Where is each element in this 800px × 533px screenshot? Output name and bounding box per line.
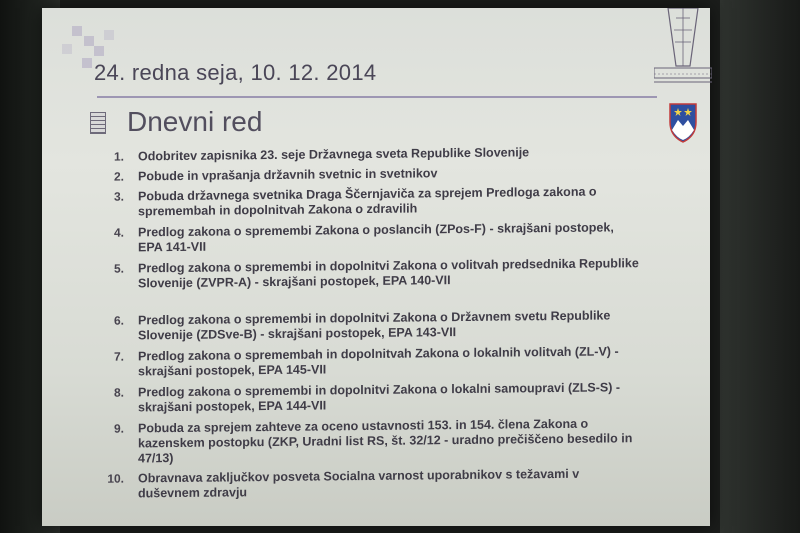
agenda-item [80,466,640,502]
agenda-item-number: 5. [113,261,124,276]
decor-square [94,46,104,56]
agenda-item [80,256,640,292]
agenda-list [80,142,640,501]
header-divider [97,96,657,98]
agenda-item [80,164,640,185]
agenda-item [80,220,640,256]
agenda-item-text: Predlog zakona o spremembi Zakona o poslancih (ZPos-F) - skrajšani postopek, EPA 141-VII [138,220,614,255]
agenda-item-number: 4. [113,225,124,240]
agenda-item [80,344,640,380]
decor-square [82,58,92,68]
agenda-item [80,416,640,467]
agenda-item-text: Predlog zakona o spremembah in dopolnitvah Zakona o lokalnih volitvah (ZL-V) - skrajšani postopek, EPA 145-VII [138,344,619,379]
agenda-item-number: 1. [113,149,124,164]
agenda-item-number: 7. [113,349,124,364]
agenda-item-text: Pobuda državnega svetnika Draga Ščernjaviča za sprejem Predloga zakona o spremembah in dopolnitvah Zakona o zdravilih [138,184,597,219]
room-wall-right [720,0,800,533]
decor-square [104,30,114,40]
agenda-item-text: Odobritev zapisnika 23. seje Državnega sveta Republike Slovenije [138,145,530,164]
national-council-emblem-icon [654,8,712,168]
agenda-item-number: 6. [113,313,124,328]
agenda-item-number: 9. [113,421,124,436]
document-icon [90,112,106,134]
agenda-item-text: Predlog zakona o spremembi in dopolnitvi Zakona o Državnem svetu Republike Slovenije (ZDSve-B) - skrajšani postopek, EPA 143-VII [138,308,611,343]
presentation-slide [42,8,710,526]
agenda-item [80,380,640,416]
agenda-item [80,184,640,220]
agenda-item-number: 3. [113,189,124,204]
agenda-item-text: Pobude in vprašanja državnih svetnic in svetnikov [138,166,438,184]
agenda-title: Dnevni red [127,106,263,137]
agenda-item-text: Obravnava zaključkov posveta Socialna varnost uporabnikov s težavami v duševnem zdravju [138,466,580,501]
decor-square [84,36,94,46]
session-title: 24. redna seja, 10. 12. 2014 [94,60,377,85]
agenda-item-text: Predlog zakona o spremembi in dopolnitvi Zakona o lokalni samoupravi (ZLS-S) - skrajšani postopek, EPA 144-VII [138,380,621,415]
agenda-item-text: Predlog zakona o spremembi in dopolnitvi Zakona o volitvah predsednika Republike Slovenije (ZVPR-A) - skrajšani postopek, EPA 140-VII [138,256,639,291]
projection-screen [42,8,710,526]
agenda-item [80,144,640,165]
decor-square [62,44,72,54]
agenda-item-text: Pobuda za sprejem zahteve za oceno ustavnosti 153. in 154. člena Zakona o kazenskem postopku (ZKP, Uradni list RS, št. 32/12 - uradno prečiščeno besedilo in 47/13) [138,416,633,466]
agenda-item-number: 8. [113,385,124,400]
agenda-item-number: 2. [113,169,124,184]
decor-square [72,26,82,36]
agenda-item [80,308,640,344]
agenda-item-number: 10. [107,471,124,486]
